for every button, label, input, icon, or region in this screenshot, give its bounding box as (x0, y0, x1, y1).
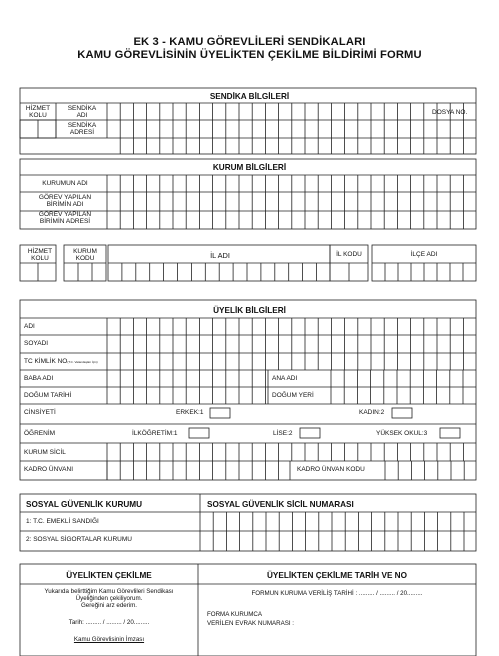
kurumun-adi-label: KURUMUN ADI (42, 180, 88, 187)
il-adi-label: İL ADI (210, 251, 230, 260)
sendika-adi-label: SENDİKA ADI (67, 105, 97, 119)
yuksek-okul-checkbox-box[interactable] (440, 428, 460, 438)
soyadi-label: SOYADI (24, 340, 49, 347)
sendika-section-header: SENDİKA BİLGİLERİ (209, 92, 290, 101)
cekilme-tarih-field[interactable]: Tarih: ......... / ......... / 20......... (68, 619, 150, 626)
kadin-label: KADIN:2 (359, 409, 385, 416)
uyelik-section-header: ÜYELİK BİLGİLERİ (213, 306, 286, 315)
kuruma-verilis-tarihi[interactable]: FORMUN KURUMA VERİLİŞ TARİHİ : ......... / ......... / 20......... (251, 590, 423, 597)
baba-adi-label: BABA ADI (24, 375, 54, 382)
gorev-birim-adresi-label: GÖREV YAPILAN BİRİMİN ADRESİ (38, 211, 92, 225)
ssk-option: 2: SOSYAL SİGORTALAR KURUMU (26, 536, 132, 543)
lise-checkbox-box[interactable] (300, 428, 320, 438)
cekilme-statement-2: Üyeliğinden çekiliyorum. (75, 595, 143, 602)
cekilme-statement-3: Gereğini arz ederim. (80, 602, 138, 609)
kadro-unvani-label: KADRO ÜNVANI (24, 466, 73, 473)
cekilme-statement-1: Yukarıda belirttiğim Kamu Görevlileri Sendikası (44, 588, 174, 595)
dogum-tarihi-label: DOĞUM TARİHİ (24, 392, 72, 399)
cekilme-header: ÜYELİKTEN ÇEKİLME (66, 571, 152, 580)
forma-kurumca-label: FORMA KURUMCA (207, 611, 263, 618)
emekli-sandigi-option: 1: T.C. EMEKLİ SANDIĞI (26, 518, 99, 525)
ilce-adi-label: İLÇE ADI (410, 251, 438, 258)
cinsiyeti-label: CİNSİYETİ (24, 409, 56, 416)
il-kodu-label: İL KODU (336, 251, 362, 258)
cekilme-tarih-header: ÜYELİKTEN ÇEKİLME TARİH VE NO (267, 571, 407, 580)
sosyal-guvenlik-kurumu-header: SOSYAL GÜVENLİK KURUMU (26, 500, 143, 509)
yuksek-okul-label: YÜKSEK OKUL:3 (376, 430, 428, 437)
uyelik-section (20, 300, 476, 480)
kurum-kodu-label: KURUM KODU (73, 248, 97, 262)
ana-adi-label: ANA ADI (272, 375, 298, 382)
form-title-line1: EK 3 - KAMU GÖREVLİLERİ SENDİKALARI (133, 36, 366, 48)
tc-kimlik-label: TC KİMLİK NO(T.C. Vatandaşları İçin) (24, 358, 98, 365)
dosya-no-label: DOSYA NO. (432, 109, 468, 116)
kurum-sicil-label: KURUM SİCİL (24, 449, 66, 456)
adi-label: ADI (24, 323, 35, 330)
kadin-checkbox-box[interactable] (392, 408, 412, 418)
kadro-unvan-kodu-label: KADRO ÜNVAN KODU (297, 466, 365, 473)
gorev-birim-adi-label: GÖREV YAPILAN BİRİMİN ADI (38, 194, 92, 208)
lise-label: LİSE:2 (273, 430, 293, 437)
erkek-checkbox-box[interactable] (210, 408, 230, 418)
ilkogretim-label: İLKÖĞRETİM:1 (132, 430, 178, 437)
sendika-hizmet-kolu-label: HİZMET KOLU (25, 105, 51, 119)
kurum-section-header: KURUM BİLGİLERİ (212, 163, 287, 172)
erkek-label: ERKEK:1 (176, 409, 204, 416)
evrak-numarasi-label[interactable]: VERİLEN EVRAK NUMARASI : (207, 620, 294, 627)
kamu-gorevlisi-imza[interactable]: Kamu Görevlisinin İmzası (73, 636, 145, 643)
ogrenim-label: ÖĞRENİM (24, 430, 56, 437)
form-title-line2: KAMU GÖREVLİSİNİN ÜYELİKTEN ÇEKİLME BİLDİRİMİ FORMU (77, 49, 422, 61)
sendika-adresi-label: SENDİKA ADRESİ (67, 122, 97, 136)
ilkogretim-checkbox-box[interactable] (189, 428, 209, 438)
dogum-yeri-label: DOĞUM YERİ (272, 392, 314, 399)
sosyal-guvenlik-sicil-header: SOSYAL GÜVENLİK SİCİL NUMARASI (207, 500, 354, 509)
kurum-hizmet-kolu-label: HİZMET KOLU (27, 248, 53, 262)
